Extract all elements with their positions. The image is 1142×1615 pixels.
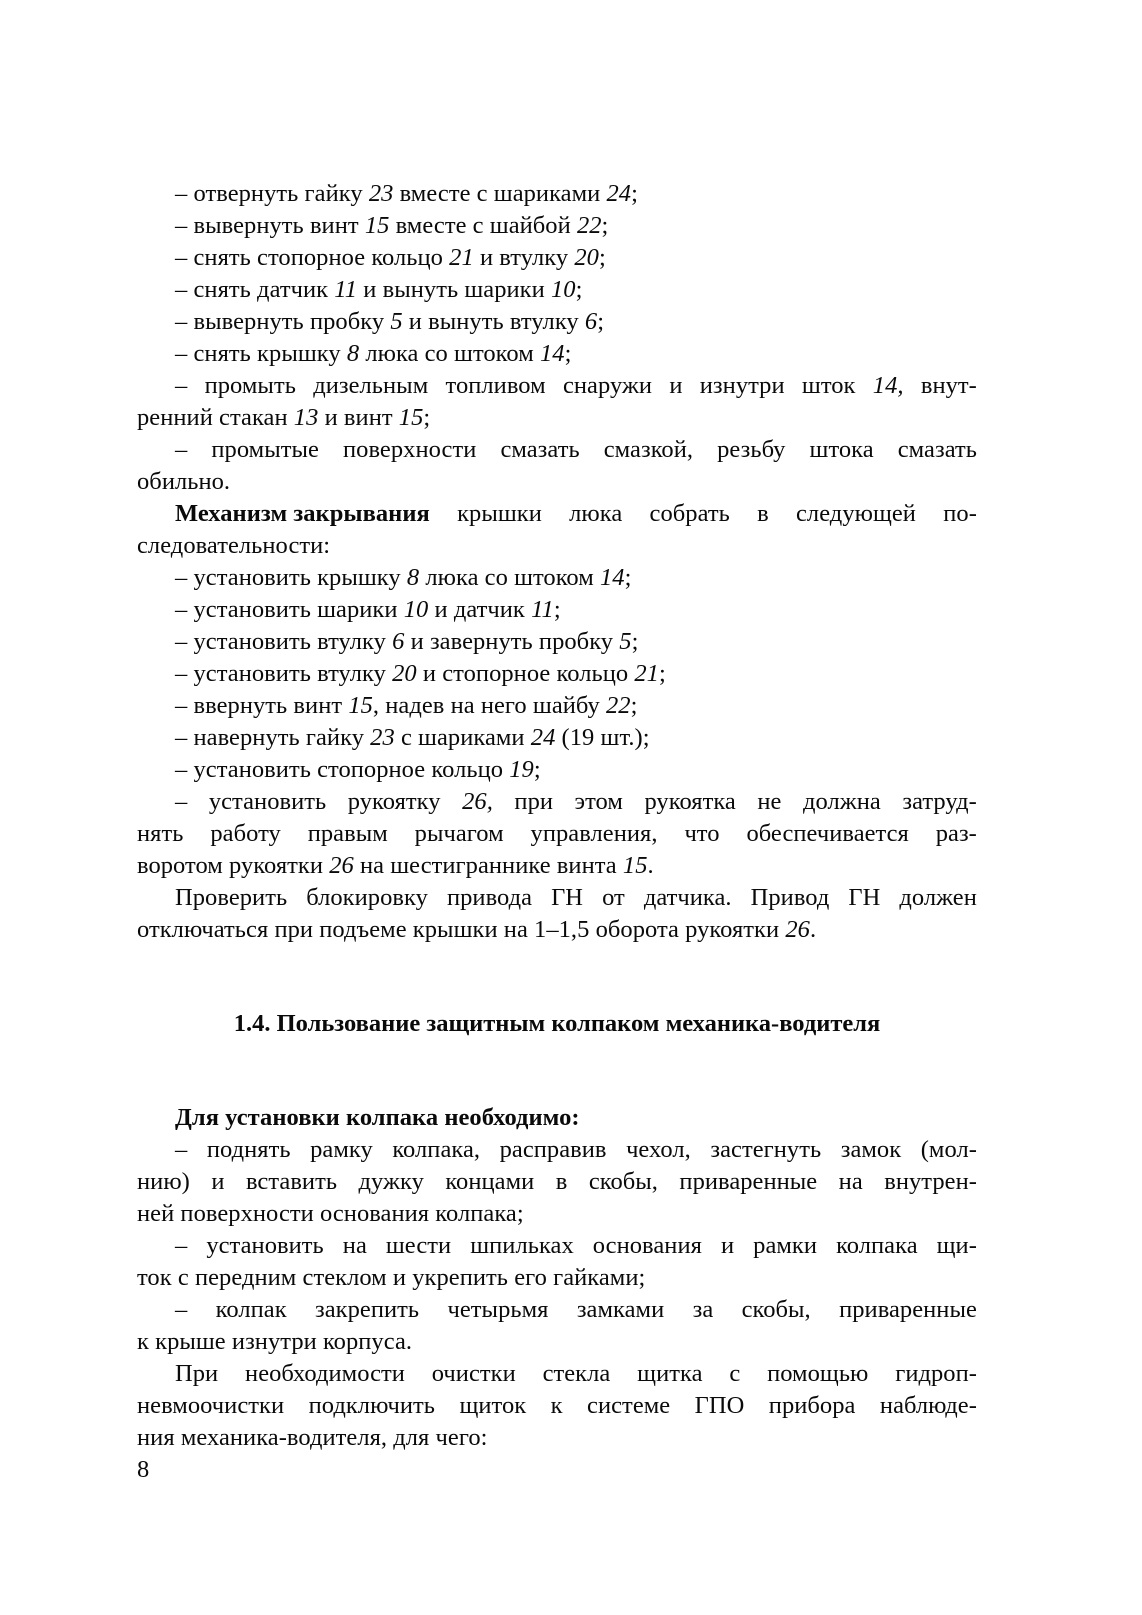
word: резьбу [717,436,786,463]
item-text: ренний стакан [137,404,294,431]
item-text: воротом рукоятки [137,852,330,879]
item-punct: ; [597,308,605,335]
word: крышки [457,500,542,527]
word: шпильках [470,1232,574,1259]
paragraph-line [137,1390,977,1422]
part-number: 14 [600,564,625,591]
list-item-line [137,1230,977,1262]
list-item [137,690,977,722]
list-dash: – [175,372,188,399]
page-number: 8 [137,1456,150,1483]
word: что [684,820,720,847]
list-item-continuation: к крыше изнутри корпуса. [137,1328,413,1355]
part-number: 24 [606,180,632,207]
word: штока [809,436,874,463]
item-text: установить шарики [193,596,404,623]
part-number: 10 [403,596,429,623]
word: датчика. [643,884,732,911]
word: при [514,788,554,815]
item-text: и вынуть втулку [402,308,585,335]
list-item-continuation: ток с передним стеклом и укрепить его гайками; [137,1264,646,1291]
list-item-continuation [137,1166,977,1198]
vertical-spacer [137,978,977,1008]
word: люка [569,500,623,527]
list-item-line [137,434,977,466]
word: топливом [445,372,546,399]
list-item [137,754,977,786]
item-punct: ; [630,692,638,719]
paragraph-line: ния механика-водителя, для чего: [137,1424,488,1451]
part-number: 6 [584,308,598,335]
word: невмоочистки [137,1392,285,1419]
word: расправив [499,1136,607,1163]
word: чехол, [626,1136,691,1163]
word: смазать [897,436,977,463]
word: дужку [358,1168,424,1195]
word: должен [899,884,977,911]
list-item [137,338,977,370]
item-punct: ; [533,756,541,783]
word: и [211,1168,225,1195]
word: основания [592,1232,702,1259]
list-dash: – [175,436,188,463]
word: Проверить [175,884,288,911]
list-item [137,306,977,338]
word: системе [587,1392,671,1419]
item-text: и вынуть шарики [357,276,551,303]
word: закрепить [315,1296,420,1323]
item-text: и завернуть пробку [404,628,620,655]
word: нять [137,820,184,847]
part-number: 14 [539,340,565,367]
item-punct: . [809,916,817,943]
list-item-continuation [137,818,977,850]
part-number: 19 [509,756,534,783]
word: смазкой, [603,436,694,463]
list-dash: – [175,628,188,655]
item-punct: ; [423,404,431,431]
subsection-heading: Для установки колпака необходимо: [175,1104,580,1131]
word: по- [943,500,977,527]
list-dash: – [175,724,188,751]
vertical-spacer [137,1072,977,1102]
word: привода [446,884,533,911]
item-text: , надев на него шайбу [372,692,606,719]
item-text: навернуть гайку [193,724,371,751]
word: При [175,1360,219,1387]
item-text: вместе с шариками [393,180,607,207]
list-dash: – [175,212,188,239]
item-text: и винт [318,404,399,431]
list-item [137,626,977,658]
word: ГПО [694,1392,745,1419]
item-punct: ; [658,660,666,687]
item-punct: ; [575,276,583,303]
word: работу [210,820,281,847]
item-text: снять крышку [193,340,347,367]
word: в [757,500,769,527]
word: нию) [137,1168,190,1195]
word: ГН [848,884,881,911]
word: правым [307,820,388,847]
word: ГН [551,884,584,911]
word: скобы, [741,1296,811,1323]
part-number: 26 [329,852,354,879]
word: колпак [215,1296,287,1323]
paragraph-line [137,882,977,914]
list-item-continuation [137,402,977,434]
part-number: 20 [574,244,599,271]
list-dash: – [175,660,188,687]
item-punct: ; [624,564,632,591]
list-dash: – [175,756,188,783]
word: колпака [836,1232,918,1259]
item-text: вывернуть пробку [193,308,391,335]
list-item-continuation: ней поверхности основания колпака; [137,1200,524,1227]
word: подключить [308,1392,436,1419]
list-item-continuation [137,850,977,882]
word: с [729,1360,741,1387]
word: за [692,1296,714,1323]
word: Привод [750,884,830,911]
item-text: установить втулку [193,660,393,687]
word: обеспечивается [746,820,909,847]
list-dash: – [175,692,188,719]
part-number: 26 [785,916,810,943]
part-number: 22 [605,692,631,719]
item-text: на шестиграннике винта [353,852,623,879]
item-text: установить втулку [193,628,393,655]
word: колпака, [392,1136,481,1163]
list-item [137,242,977,274]
part-number: 24 [530,724,556,751]
part-number: 20 [392,660,417,687]
list-dash: – [175,1136,188,1163]
word: установить [206,1232,324,1259]
word: щитка [637,1360,703,1387]
paragraph-line [137,498,977,530]
word: на [838,1168,863,1195]
list-item [137,178,977,210]
item-text: отвернуть гайку [193,180,369,207]
item-text: и втулку [473,244,575,271]
list-item [137,722,977,754]
part-number: 5 [390,308,403,335]
part-number: 21 [449,244,474,271]
word: следующей [796,500,916,527]
word: этом [574,788,623,815]
list-dash: – [175,276,188,303]
list-dash: – [175,788,188,815]
word: промытые [211,436,319,463]
part-number: 26, [462,788,493,815]
list-dash: – [175,596,188,623]
part-number: 15 [398,404,424,431]
word: наблюде- [879,1392,977,1419]
item-text: установить стопорное кольцо [193,756,510,783]
list-dash: – [175,308,188,335]
part-number: 10 [550,276,576,303]
word: должна [802,788,881,815]
paragraph-line [137,1358,977,1390]
word: и [669,372,683,399]
word: рукоятку [347,788,441,815]
word: в [555,1168,568,1195]
item-text: отключаться при подъеме крышки на 1–1,5 оборота рукоятки [137,916,786,943]
part-number: 23 [368,180,394,207]
word: рукоятка [644,788,736,815]
list-dash: – [175,564,188,591]
paragraph-line [137,914,977,946]
item-text: вывернуть винт [193,212,365,239]
word: затруд- [902,788,977,815]
word: застегнуть [710,1136,822,1163]
list-item-line [137,370,977,402]
part-number: 21 [634,660,659,687]
part-number: 14, [872,372,904,399]
list-dash: – [175,1296,188,1323]
item-text: люка со штоком [359,340,540,367]
word: прибора [768,1392,856,1419]
item-punct: ; [598,244,606,271]
word: к [550,1392,563,1419]
word: установить [208,788,327,815]
item-text: установить крышку [193,564,407,591]
list-item-line [137,1294,977,1326]
word: поднять [206,1136,291,1163]
list-item [137,658,977,690]
item-text: снять стопорное кольцо [193,244,450,271]
item-punct: (19 шт.); [555,724,650,751]
item-text: и стопорное кольцо [416,660,635,687]
part-number: 22 [576,212,602,239]
word: изнутри [699,372,785,399]
word: приваренные [839,1296,977,1323]
item-text: и датчик [428,596,532,623]
item-text: ввернуть винт [193,692,349,719]
part-number: 15 [622,852,648,879]
word: не [757,788,782,815]
word: гидроп- [895,1360,977,1387]
word: от [602,884,625,911]
word: и [720,1232,735,1259]
vertical-spacer [137,946,977,978]
page-text-body [137,178,977,1454]
word: рычагом [414,820,504,847]
item-punct: ; [631,628,639,655]
word: замками [576,1296,665,1323]
item-punct: ; [601,212,609,239]
list-item [137,594,977,626]
paragraph-line: следовательности: [137,532,331,559]
word: помощью [767,1360,869,1387]
list-item-line [137,1134,977,1166]
word: скобы, [588,1168,658,1195]
word: приваренные [679,1168,818,1195]
part-number: 15 [348,692,373,719]
part-number: 6 [392,628,405,655]
word: снаружи [562,372,653,399]
part-number: 11 [334,276,358,303]
part-number: 11 [531,596,554,623]
word: раз- [935,820,977,847]
part-number: 5 [619,628,632,655]
list-dash: – [175,1232,188,1259]
word: шести [385,1232,452,1259]
list-item-continuation: обильно. [137,468,231,495]
word: шток [801,372,856,399]
word: рамки [753,1232,818,1259]
list-dash: – [175,244,188,271]
part-number: 8 [406,564,420,591]
word: рамку [310,1136,373,1163]
word: замок [840,1136,902,1163]
word: стекла [542,1360,611,1387]
word: очистки [431,1360,516,1387]
item-text: с шариками [394,724,531,751]
part-number: 8 [346,340,360,367]
word: управления, [530,820,658,847]
word: поверхности [343,436,477,463]
part-number: 23 [370,724,395,751]
list-item-line [137,786,977,818]
list-dash: – [175,180,188,207]
word: блокировку [306,884,428,911]
item-punct: ; [564,340,572,367]
word: щиток [459,1392,527,1419]
part-number: 13 [293,404,319,431]
word: внут- [920,372,977,399]
word: (мол- [920,1136,977,1163]
word: смазать [500,436,580,463]
word: щи- [936,1232,977,1259]
list-item [137,562,977,594]
word: четырьмя [447,1296,549,1323]
word: на [342,1232,367,1259]
list-dash: – [175,340,188,367]
word: концами [445,1168,535,1195]
vertical-spacer [137,1040,977,1072]
item-text: люка со штоком [419,564,600,591]
list-item [137,274,977,306]
section-heading: 1.4. Пользование защитным колпаком механика-водителя [233,1010,881,1037]
word: промыть [204,372,296,399]
item-text: снять датчик [193,276,335,303]
word: дизельным [313,372,429,399]
part-number: 15 [364,212,390,239]
word: внутрен- [884,1168,977,1195]
item-punct: ; [553,596,561,623]
word: собрать [649,500,730,527]
word: вставить [245,1168,338,1195]
bold-lead-in: Механизм закрывания [175,500,430,527]
word: необходимости [245,1360,405,1387]
item-punct: . [647,852,654,879]
list-item [137,210,977,242]
item-text: вместе с шайбой [389,212,577,239]
item-punct: ; [631,180,638,207]
